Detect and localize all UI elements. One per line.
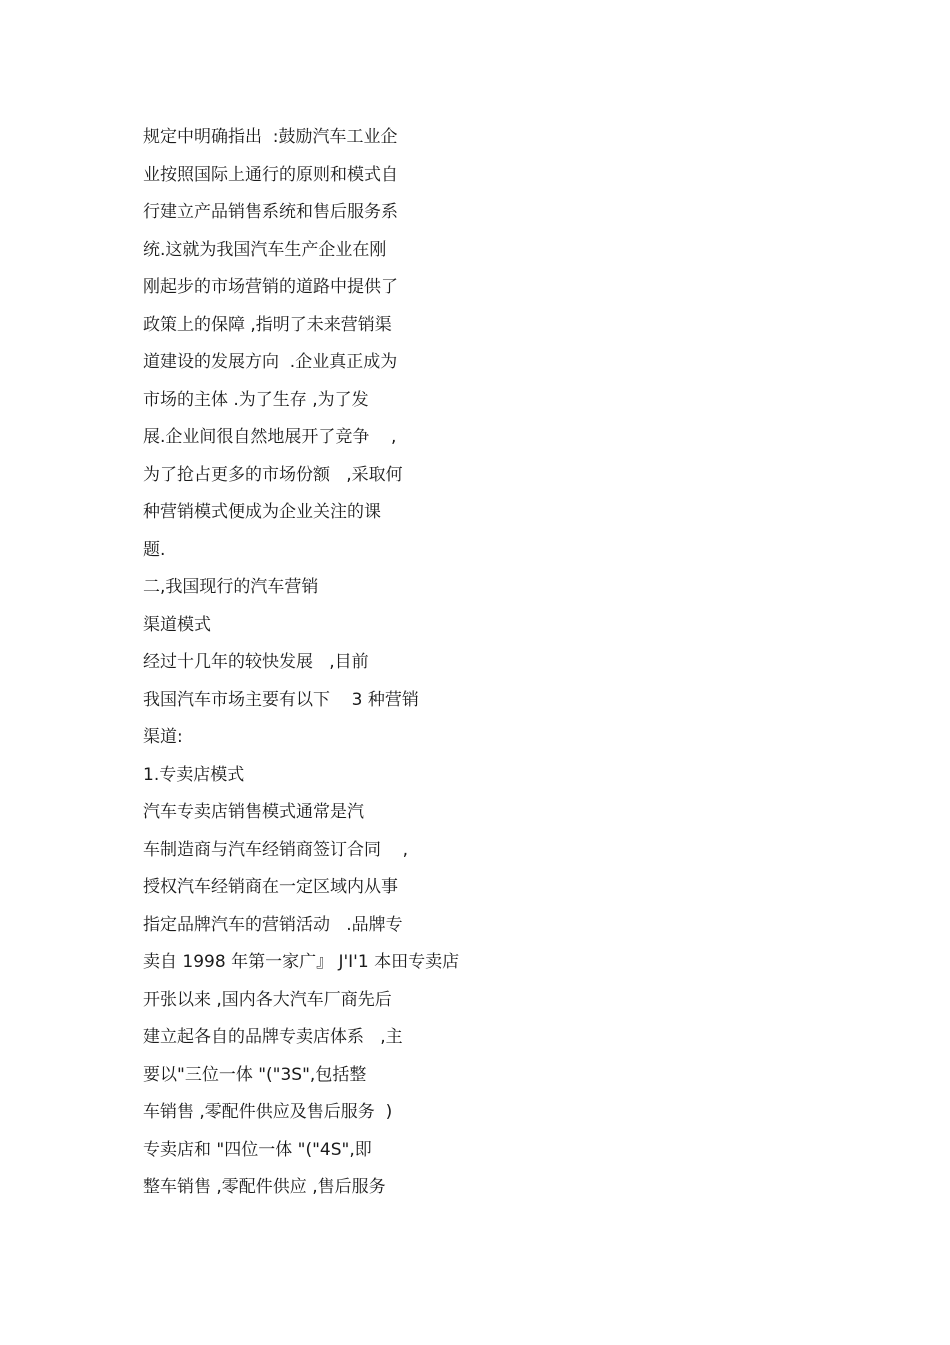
text-line: 规定中明确指出 :鼓励汽车工业企: [143, 127, 398, 147]
text-line: 为了抢占更多的市场份额 ,采取何: [143, 464, 403, 485]
text-line: 渠道:: [143, 727, 183, 747]
text-line: 授权汽车经销商在一定区域内从事: [143, 877, 398, 897]
text-line: 开张以来 ,国内各大汽车厂商先后: [143, 989, 392, 1010]
section-heading: 渠道模式: [143, 614, 211, 635]
text-line: 行建立产品销售系统和售后服务系: [143, 202, 398, 222]
text-line: 建立起各自的品牌专卖店体系 ,主: [143, 1027, 403, 1047]
text-line: 经过十几年的较快发展 ,目前: [143, 652, 369, 672]
text-line: 题.: [143, 539, 166, 560]
text-line: 要以"三位一体 "("3S",包括整: [143, 1064, 367, 1085]
text-line: 整车销售 ,零配件供应 ,售后服务: [143, 1177, 386, 1197]
text-line: 刚起步的市场营销的道路中提供了: [143, 277, 398, 297]
text-line: 指定品牌汽车的营销活动 .品牌专: [143, 914, 403, 935]
subsection-heading: 1.专卖店模式: [143, 764, 245, 785]
text-line: 车销售 ,零配件供应及售后服务 ): [143, 1102, 393, 1122]
text-line: 专卖店和 "四位一体 "("4S",即: [143, 1139, 372, 1160]
text-line: 种营销模式便成为企业关注的课: [143, 502, 381, 522]
text-line: 政策上的保障 ,指明了未来营销渠: [143, 314, 392, 335]
text-line: 我国汽车市场主要有以下 3 种营销: [143, 689, 419, 710]
text-line: 车制造商与汽车经销商签订合同 ,: [143, 839, 409, 860]
text-line: 汽车专卖店销售模式通常是汽: [143, 802, 364, 822]
text-line: 卖自 1998 年第一家广』 J'I'1 本田专卖店: [143, 952, 460, 972]
text-line: 统.这就为我国汽车生产企业在刚: [143, 239, 387, 260]
body-text: [143, 119, 563, 1207]
text-line: 展.企业间很自然地展开了竞争 ,: [143, 427, 397, 447]
section-heading: 二,我国现行的汽车营销: [143, 577, 319, 597]
text-line: 业按照国际上通行的原则和模式自: [143, 164, 398, 185]
text-line: 市场的主体 .为了生存 ,为了发: [143, 389, 369, 410]
text-line: 道建设的发展方向 .企业真正成为: [143, 352, 398, 372]
